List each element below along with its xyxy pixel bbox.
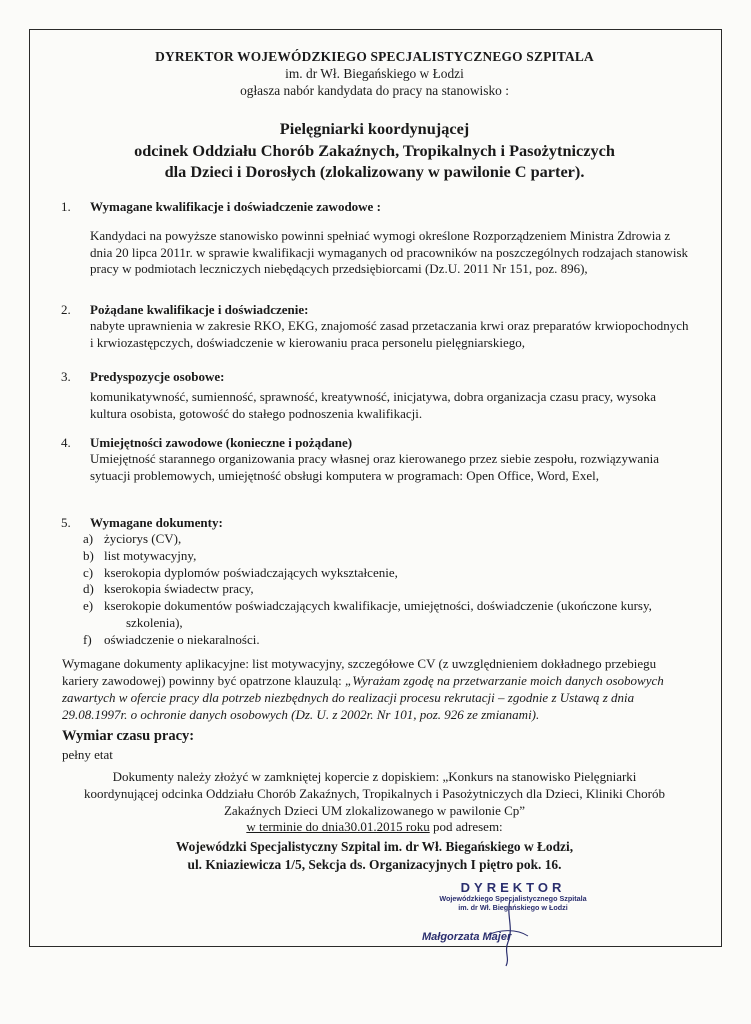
section-3-title: Predyspozycje osobowe: [90, 369, 225, 384]
section-3-text: komunikatywność, sumienność, sprawność, kreatywność, inicjatywa, dobra organizacja czasu pracy, wysoka kultura osobista, gotowość do stałego podnoszenia kwalifikacji. [90, 389, 657, 421]
list-item: c) kserokopia dyplomów poświadczających wykształcenie, [83, 564, 398, 580]
list-item: d) kserokopia świadectw pracy, [83, 581, 254, 597]
section-2-title: Pożądane kwalifikacje i doświadczenie: [90, 302, 309, 317]
required-documents-list [83, 531, 652, 649]
submission-line-3: Zakaźnych Dzieci UM zlokalizowanego w pawilonie Cp” [223, 802, 526, 818]
list-item: b) list motywacyjny, [83, 547, 197, 563]
section-1-title: Wymagane kwalifikacje i doświadczenie zawodowe : [90, 199, 381, 214]
consent-note-plain: Wymagane dokumenty aplikacyjne: list motywacyjny, szczegółowe CV (z uwzględnieniem dokładnego przebiegu kariery zawodowej) powinny być opatrzone klauzulą: [62, 656, 657, 688]
address-line-2: ul. Kniaziewicza 1/5, Sekcja ds. Organizacyjnych I piętro pok. 16. [187, 856, 562, 872]
section-5-number: 5. [61, 515, 71, 530]
signature-icon [418, 880, 608, 970]
director-stamp [418, 880, 608, 943]
stamp-line-1: Wojewódzkiego Specjalistycznego Szpitala [439, 894, 587, 903]
position-title [29, 118, 720, 183]
section-4-text: Umiejętność starannego organizowania pracy własnej oraz kierowanego przez siebie zespołu, rozwiązywania sytuacji problemowych, umiejętność obsługi komputera w programach: Open Office, Word, Exel, [90, 451, 659, 483]
submission-line-4 [29, 819, 720, 836]
position-line-3: dla Dzieci i Dorosłych (zlokalizowany w pawilonie C parter). [164, 162, 585, 181]
document-header [29, 48, 720, 99]
section-3-number: 3. [61, 369, 71, 384]
section-1-number: 1. [61, 199, 71, 214]
section-2-text: nabyte uprawnienia w zakresie RKO, EKG, znajomość zasad przetaczania krwi oraz preparatów krwiopochodnych i krwiozastępczych, doświadczenie w kierowaniu praca personelu pielęgniarskiego, [90, 318, 689, 350]
deadline: w terminie do dnia30.01.2015 roku [246, 819, 430, 835]
submission-line-1: Dokumenty należy złożyć w zamkniętej kopercie z dopiskiem: „Konkurs na stanowisko Pielęgniarki [112, 769, 637, 784]
consent-clause: „Wyrażam zgodę na przetwarzanie moich danych osobowych zawartych w ofercie pracy dla potrzeb niezbędnych do realizacji procesu rekrutacji – zgodnie z Ustawą z dnia 29.08.1997r. o ochronie danych osobowych (Dz. U. z 2002r. Nr 101, poz. 926 ze zmianami). [62, 673, 664, 722]
section-4-number: 4. [61, 435, 71, 450]
work-time-value: pełny etat [62, 747, 113, 762]
address-line-1: Wojewódzki Specjalistyczny Szpital im. dr Wł. Biegańskiego w Łodzi, [175, 839, 574, 854]
list-item: e) kserokopie dokumentów poświadczających kwalifikacje, umiejętności, doświadczenie (ukończone kursy, [83, 598, 652, 614]
stamp-title: DYREKTOR [460, 880, 566, 895]
section-1-text: Kandydaci na powyższe stanowisko powinni spełniać wymogi określone Rozporządzeniem Ministra Zdrowia z dnia 20 lipca 2011r. w sprawie kwalifikacji wymaganych od pracowników na poszczególnych rodzajach stanowisk pracy w podmiotach leczniczych niebędących przedsiębiorcami (Dz.U. 2011 Nr 151, poz. 896), [90, 228, 689, 276]
section-5-title: Wymagane dokumenty: [90, 515, 223, 530]
stamp-name: Małgorzata Majer [422, 931, 512, 943]
announcement: ogłasza nabór kandydata do pracy na stanowisko : [240, 83, 509, 98]
org-patron: im. dr Wł. Biegańskiego w Łodzi [285, 66, 464, 81]
address-block [29, 838, 720, 873]
section-4-title: Umiejętności zawodowe (konieczne i pożądane) [90, 435, 353, 450]
list-item: f) oświadczenie o niekaralności. [83, 631, 260, 647]
position-line-1: Pielęgniarki koordynującej [279, 119, 470, 138]
submission-line-2: koordynującej odcinka Oddziału Chorób Zakaźnych, Tropikalnych i Pasożytniczych dla Dzieci, Kliniki Chorób [84, 785, 665, 801]
work-time-title: Wymiar czasu pracy: [62, 728, 195, 744]
org-name: DYREKTOR WOJEWÓDZKIEGO SPECJALISTYCZNEGO SZPITALA [155, 49, 594, 64]
list-item: a) życiorys (CV), [83, 531, 182, 546]
position-line-2: odcinek Oddziału Chorób Zakaźnych, Tropikalnych i Pasożytniczych [134, 140, 615, 160]
submission-instructions [29, 769, 720, 836]
stamp-line-2: im. dr Wł. Biegańskiego w Łodzi [458, 902, 568, 912]
deadline-after: pod adresem: [429, 819, 503, 835]
consent-note [62, 655, 694, 723]
list-item-continuation: szkolenia), [126, 614, 183, 630]
section-2-number: 2. [61, 302, 71, 317]
